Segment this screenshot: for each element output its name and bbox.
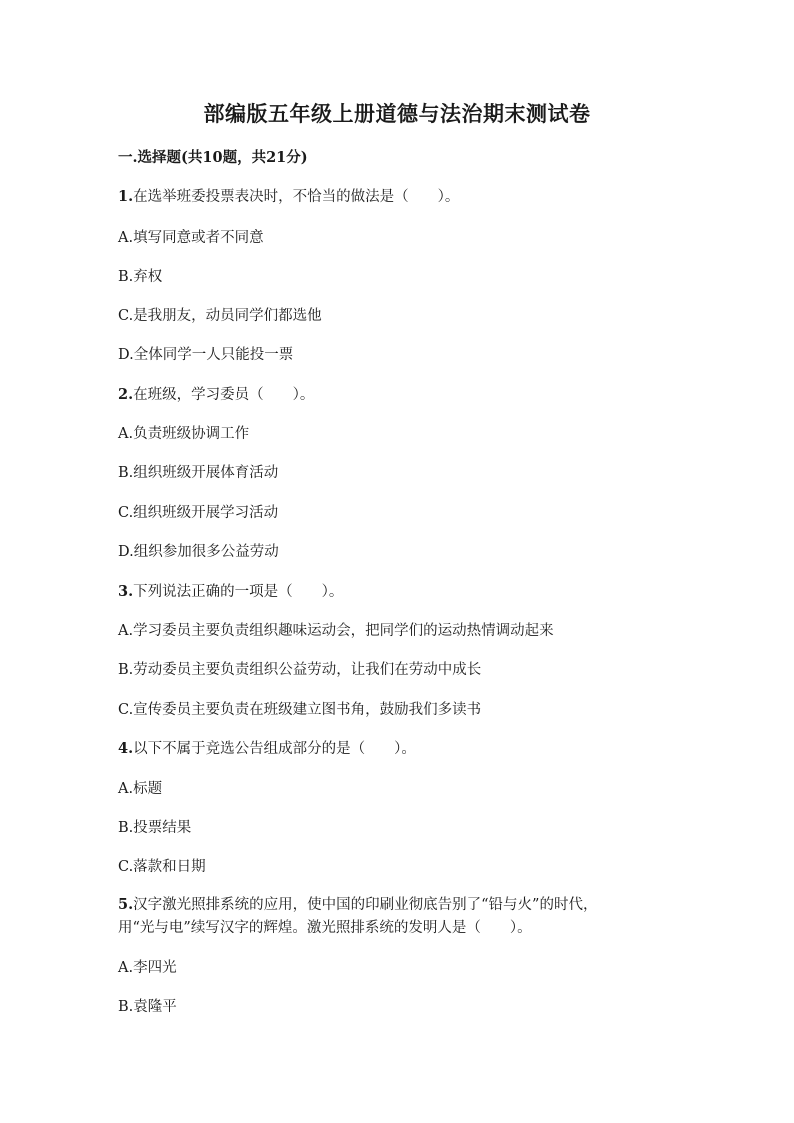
question-5-line-2: 用“光与电”续写汉字的辉煌。激光照排系统的发明人是（ ）。	[118, 920, 532, 936]
question-1	[118, 185, 459, 206]
question-number: 3.	[118, 583, 134, 600]
question-number: 5.	[118, 896, 134, 913]
option-4a: A.标题	[118, 781, 163, 797]
question-text: 下列说法正确的一项是（ ）。	[133, 584, 344, 600]
question-text: 在班级，学习委员（ ）。	[133, 387, 315, 403]
section-heading: 一.选择题(共10题，共21分)	[118, 149, 308, 166]
option-1a: A.填写同意或者不同意	[118, 230, 264, 246]
question-number: 2.	[118, 386, 134, 403]
question-number: 1.	[118, 188, 134, 205]
question-5-line-1	[118, 893, 678, 917]
question-3	[118, 580, 343, 601]
option-2a: A.负责班级协调工作	[118, 426, 250, 442]
question-number: 4.	[118, 740, 134, 757]
option-2d: D.组织参加很多公益劳动	[118, 544, 279, 560]
option-4c: C.落款和日期	[118, 859, 206, 875]
page-title: 部编版五年级上册道德与法治期末测试卷	[203, 101, 591, 126]
question-2	[118, 383, 314, 404]
option-3b: B.劳动委员主要负责组织公益劳动，让我们在劳动中成长	[118, 662, 482, 678]
option-1d: D.全体同学一人只能投一票	[118, 347, 294, 363]
option-2c: C.组织班级开展学习活动	[118, 505, 279, 521]
question-text: 以下不属于竞选公告组成部分的是（ ）。	[133, 741, 416, 757]
option-1c: C.是我朋友，动员同学们都选他	[118, 308, 322, 324]
option-5a: A.李四光	[118, 960, 177, 976]
option-5b: B.袁隆平	[118, 999, 177, 1015]
option-3a: A.学习委员主要负责组织趣味运动会，把同学们的运动热情调动起来	[118, 623, 554, 639]
option-4b: B.投票结果	[118, 820, 192, 836]
question-4	[118, 737, 416, 758]
option-3c: C.宣传委员主要负责在班级建立图书角，鼓励我们多读书	[118, 702, 482, 718]
option-2b: B.组织班级开展体育活动	[118, 465, 279, 481]
option-1b: B.弃权	[118, 269, 163, 285]
question-text: 汉字激光照排系统的应用，使中国的印刷业彻底告别了“铅与火”的时代，	[133, 897, 598, 913]
question-5	[118, 893, 678, 940]
question-text: 在选举班委投票表决时，不恰当的做法是（ ）。	[133, 189, 460, 205]
